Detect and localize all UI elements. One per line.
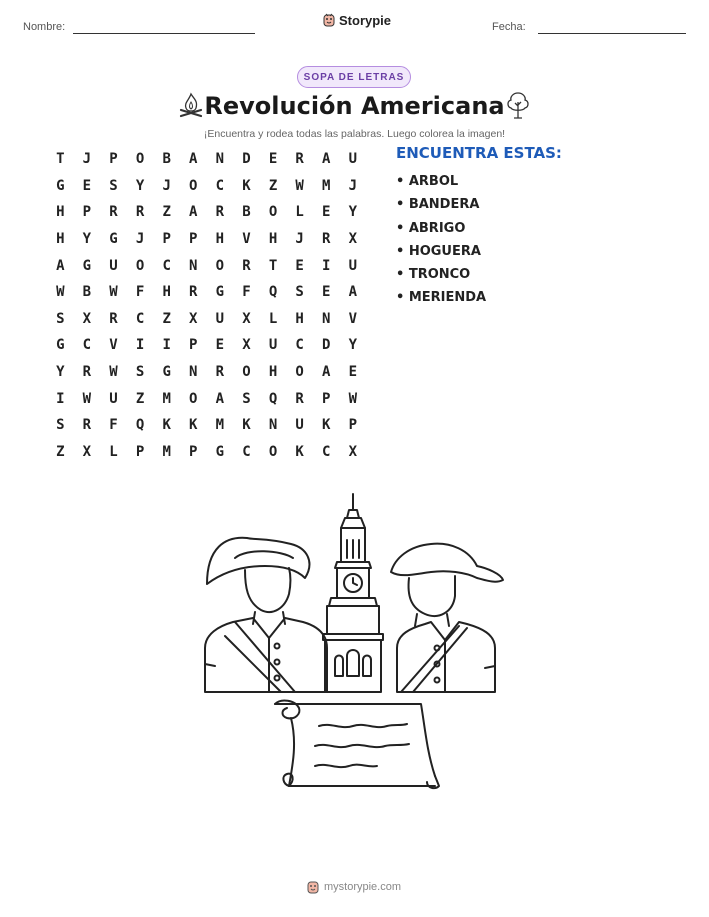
grid-letter[interactable]: Z — [162, 310, 171, 327]
grid-letter[interactable]: S — [135, 364, 145, 381]
grid-letter[interactable]: G — [109, 231, 118, 248]
grid-letter[interactable]: U — [348, 257, 358, 274]
grid-letter[interactable]: P — [189, 231, 198, 248]
grid-letter[interactable]: H — [268, 231, 278, 248]
grid-letter[interactable]: C — [295, 337, 304, 354]
grid-letter[interactable]: L — [268, 310, 278, 327]
grid-letter[interactable]: F — [242, 284, 251, 301]
grid-letter[interactable]: Y — [348, 337, 358, 354]
grid-letter[interactable]: S — [56, 310, 65, 327]
grid-letter[interactable]: N — [322, 310, 331, 327]
grid-letter[interactable]: H — [162, 284, 171, 301]
grid-letter[interactable]: O — [135, 257, 145, 274]
grid-letter[interactable]: B — [242, 204, 251, 221]
grid-letter[interactable]: O — [242, 364, 251, 381]
grid-letter[interactable]: A — [56, 257, 65, 274]
grid-letter[interactable]: B — [82, 284, 92, 301]
grid-letter[interactable]: X — [82, 310, 92, 327]
grid-letter[interactable]: K — [242, 177, 251, 194]
grid-letter[interactable]: F — [109, 417, 118, 434]
grid-letter[interactable]: J — [135, 231, 145, 248]
grid-letter[interactable]: H — [56, 231, 65, 248]
grid-letter[interactable]: D — [322, 337, 331, 354]
footer-url[interactable]: mystorypie.com — [324, 881, 402, 893]
grid-row — [47, 359, 366, 386]
grid-letter[interactable]: I — [322, 257, 331, 274]
grid-letter[interactable]: T — [56, 151, 65, 168]
grid-letter[interactable]: N — [215, 151, 225, 168]
grid-letter[interactable]: K — [162, 417, 171, 434]
brand-logo — [322, 12, 391, 28]
grid-letter[interactable]: O — [295, 364, 304, 381]
grid-letter[interactable]: W — [295, 177, 304, 194]
grid-letter[interactable]: Z — [162, 204, 171, 221]
grid-letter[interactable]: W — [109, 364, 118, 381]
grid-letter[interactable]: A — [189, 204, 198, 221]
grid-letter[interactable]: R — [82, 417, 92, 434]
grid-letter[interactable]: B — [162, 151, 171, 168]
storypie-logo-icon — [322, 12, 336, 28]
grid-letter[interactable]: C — [82, 337, 92, 354]
grid-row — [47, 173, 366, 200]
footer — [306, 879, 401, 895]
grid-letter[interactable]: X — [242, 310, 251, 327]
grid-letter[interactable]: H — [215, 231, 225, 248]
grid-letter[interactable]: F — [135, 284, 145, 301]
grid-letter[interactable]: P — [162, 231, 171, 248]
grid-row — [47, 412, 366, 439]
grid-letter[interactable]: O — [268, 204, 278, 221]
grid-letter[interactable]: N — [189, 257, 198, 274]
grid-letter[interactable]: Y — [56, 364, 65, 381]
grid-letter[interactable]: G — [215, 443, 225, 460]
grid-letter[interactable]: A — [348, 284, 358, 301]
word-list-title: ENCUENTRA ESTAS: — [396, 144, 562, 162]
grid-letter[interactable]: M — [322, 177, 331, 194]
grid-letter[interactable]: P — [135, 443, 145, 460]
word-item: • BANDERA — [396, 197, 480, 213]
grid-letter[interactable]: Y — [82, 231, 92, 248]
grid-letter[interactable]: E — [215, 337, 225, 354]
grid-letter[interactable]: Q — [268, 284, 278, 301]
grid-letter[interactable]: X — [348, 231, 358, 248]
grid-letter[interactable]: J — [82, 151, 92, 168]
tree-icon — [504, 90, 532, 120]
grid-row — [47, 306, 366, 333]
grid-letter[interactable]: O — [215, 257, 225, 274]
grid-letter[interactable]: P — [189, 337, 198, 354]
grid-row — [47, 226, 366, 253]
grid-letter[interactable]: M — [162, 443, 171, 460]
grid-letter[interactable]: A — [322, 364, 331, 381]
grid-letter[interactable]: C — [242, 443, 251, 460]
grid-letter[interactable]: U — [268, 337, 278, 354]
grid-letter[interactable]: E — [322, 204, 331, 221]
grid-letter[interactable]: N — [268, 417, 278, 434]
grid-letter[interactable]: I — [135, 337, 145, 354]
grid-letter[interactable]: K — [295, 443, 304, 460]
grid-letter[interactable]: P — [82, 204, 92, 221]
grid-row — [47, 279, 366, 306]
grid-letter[interactable]: R — [215, 364, 225, 381]
grid-letter[interactable]: W — [348, 390, 358, 407]
grid-letter[interactable]: R — [295, 151, 304, 168]
grid-letter[interactable]: M — [162, 390, 171, 407]
grid-letter[interactable]: R — [82, 364, 92, 381]
grid-letter[interactable]: S — [295, 284, 304, 301]
grid-letter[interactable]: N — [189, 364, 198, 381]
grid-letter[interactable]: O — [135, 151, 145, 168]
grid-letter[interactable]: U — [348, 151, 358, 168]
grid-letter[interactable]: X — [242, 337, 251, 354]
grid-letter[interactable]: M — [215, 417, 225, 434]
grid-letter[interactable]: D — [242, 151, 251, 168]
grid-letter[interactable]: V — [109, 337, 118, 354]
grid-letter[interactable]: A — [215, 390, 225, 407]
grid-letter[interactable]: U — [295, 417, 304, 434]
grid-row — [47, 332, 366, 359]
grid-letter[interactable]: J — [162, 177, 171, 194]
grid-letter[interactable]: C — [135, 310, 145, 327]
grid-letter[interactable]: J — [295, 231, 304, 248]
grid-letter[interactable]: V — [348, 310, 358, 327]
grid-letter[interactable]: E — [295, 257, 304, 274]
grid-letter[interactable]: U — [109, 390, 118, 407]
grid-row — [47, 146, 366, 173]
date-line[interactable] — [538, 33, 686, 34]
grid-letter[interactable]: U — [215, 310, 225, 327]
word-list — [396, 144, 562, 310]
grid-letter[interactable]: R — [295, 390, 304, 407]
grid-letter[interactable]: W — [56, 284, 65, 301]
grid-letter[interactable]: P — [189, 443, 198, 460]
word-search-grid[interactable] — [47, 146, 366, 465]
grid-letter[interactable]: L — [109, 443, 118, 460]
grid-letter[interactable]: R — [322, 231, 331, 248]
grid-letter[interactable]: O — [189, 177, 198, 194]
grid-letter[interactable]: Y — [348, 204, 358, 221]
grid-letter[interactable]: T — [268, 257, 278, 274]
grid-letter[interactable]: C — [215, 177, 225, 194]
grid-letter[interactable]: Q — [135, 417, 145, 434]
grid-letter[interactable]: O — [189, 390, 198, 407]
grid-letter[interactable]: E — [268, 151, 278, 168]
word-item: • ABRIGO — [396, 220, 466, 236]
activity-badge: SOPA DE LETRAS — [297, 66, 411, 88]
clock-tower-illustration — [323, 494, 383, 692]
word-item: • HOGUERA — [396, 243, 481, 259]
grid-letter[interactable]: L — [295, 204, 304, 221]
grid-letter[interactable]: S — [242, 390, 251, 407]
grid-letter[interactable]: Y — [135, 177, 145, 194]
scroll-illustration — [275, 701, 439, 789]
grid-letter[interactable]: C — [162, 257, 171, 274]
grid-letter[interactable]: H — [268, 364, 278, 381]
date-label: Fecha: — [492, 21, 526, 33]
soldier-left-illustration — [205, 538, 327, 692]
grid-letter[interactable]: R — [215, 204, 225, 221]
grid-letter[interactable]: Z — [268, 177, 278, 194]
grid-letter[interactable]: K — [322, 417, 331, 434]
grid-letter[interactable]: U — [109, 257, 118, 274]
grid-letter[interactable]: S — [56, 417, 65, 434]
brand-name: Storypie — [339, 12, 392, 28]
grid-letter[interactable]: I — [162, 337, 171, 354]
grid-row — [47, 252, 366, 279]
grid-letter[interactable]: W — [109, 284, 118, 301]
grid-letter[interactable]: K — [189, 417, 198, 434]
grid-letter[interactable]: E — [348, 364, 358, 381]
storypie-logo-icon — [306, 879, 320, 895]
word-item: • MERIENDA — [396, 290, 487, 306]
grid-letter[interactable]: K — [242, 417, 251, 434]
grid-letter[interactable]: H — [295, 310, 304, 327]
grid-letter[interactable]: E — [82, 177, 92, 194]
grid-letter[interactable]: G — [56, 177, 65, 194]
grid-letter[interactable]: H — [56, 204, 65, 221]
word-item: • ARBOL — [396, 174, 459, 189]
grid-letter[interactable]: E — [322, 284, 331, 301]
grid-letter[interactable]: R — [109, 204, 118, 221]
grid-letter[interactable]: P — [322, 390, 331, 407]
grid-letter[interactable]: G — [82, 257, 92, 274]
grid-letter[interactable]: C — [322, 443, 331, 460]
grid-letter[interactable]: P — [348, 417, 358, 434]
grid-letter[interactable]: Z — [56, 443, 65, 460]
page-title: Revolución Americana — [204, 92, 505, 120]
soldier-right-illustration — [391, 544, 503, 692]
grid-letter[interactable]: S — [109, 177, 118, 194]
grid-letter[interactable]: G — [162, 364, 171, 381]
grid-letter[interactable]: J — [348, 177, 358, 194]
grid-letter[interactable]: I — [56, 390, 65, 407]
grid-letter[interactable]: Z — [135, 390, 145, 407]
grid-letter[interactable]: X — [348, 443, 358, 460]
grid-letter[interactable]: G — [215, 284, 225, 301]
grid-letter[interactable]: V — [242, 231, 251, 248]
instructions: ¡Encuentra y rodea todas las palabras. Luego colorea la imagen! — [203, 128, 506, 140]
name-line[interactable] — [73, 33, 255, 34]
grid-row — [47, 439, 366, 466]
grid-letter[interactable]: R — [135, 204, 145, 221]
grid-letter[interactable]: P — [109, 151, 118, 168]
grid-letter[interactable]: A — [322, 151, 331, 168]
grid-row — [47, 385, 366, 412]
grid-letter[interactable]: A — [189, 151, 198, 168]
grid-letter[interactable]: W — [82, 390, 92, 407]
grid-letter[interactable]: R — [189, 284, 198, 301]
grid-letter[interactable]: R — [242, 257, 251, 274]
grid-letter[interactable]: Q — [268, 390, 278, 407]
grid-letter[interactable]: G — [56, 337, 65, 354]
name-label: Nombre: — [23, 21, 66, 33]
grid-letter[interactable]: R — [109, 310, 118, 327]
grid-letter[interactable]: O — [268, 443, 278, 460]
word-item: • TRONCO — [396, 267, 471, 283]
grid-row — [47, 199, 366, 226]
grid-letter[interactable]: X — [82, 443, 92, 460]
grid-letter[interactable]: X — [189, 310, 198, 327]
coloring-illustration[interactable] — [195, 488, 515, 808]
